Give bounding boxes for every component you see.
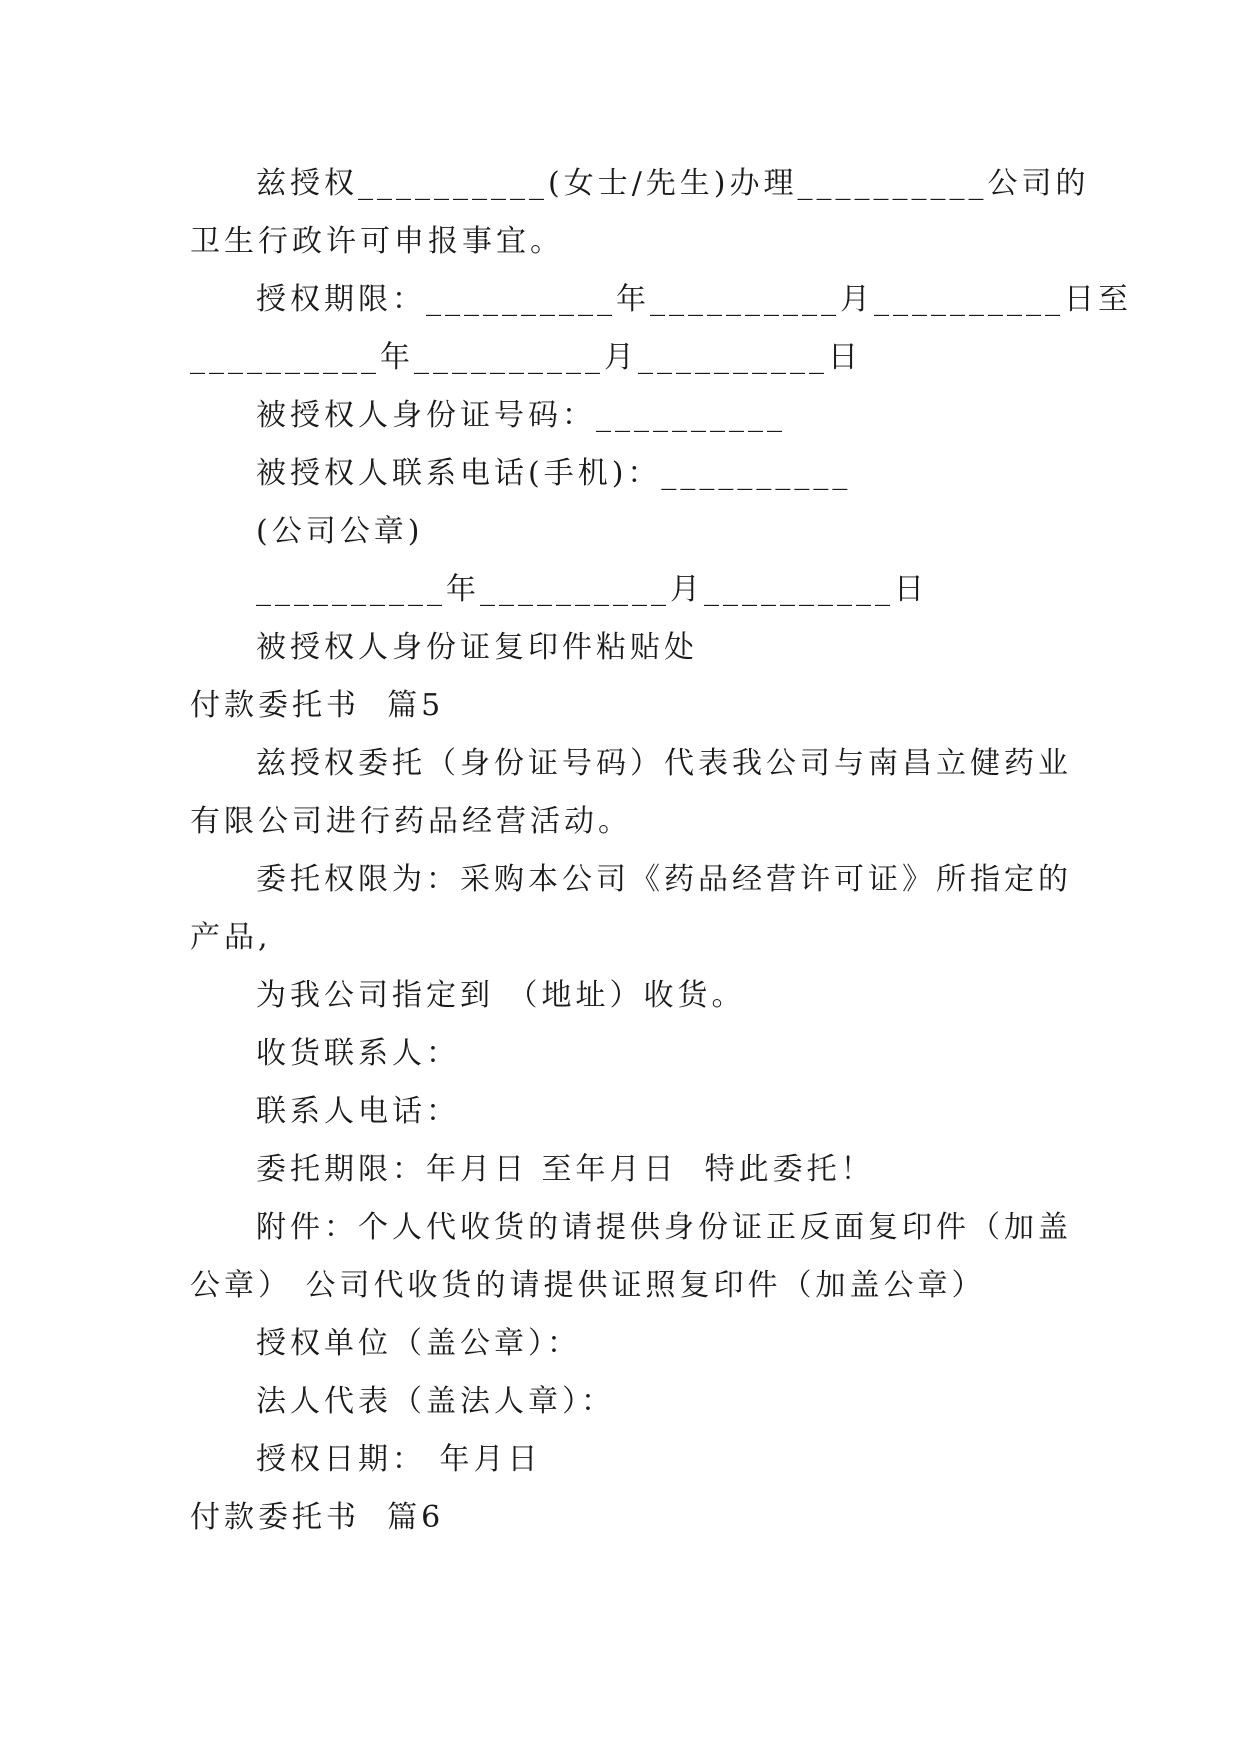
attachment-line: 公章） 公司代收货的请提供证照复印件（加盖公章） <box>190 1268 986 1303</box>
section-heading: 付款委托书 篇5 <box>190 688 445 723</box>
legal-representative-line: 法人代表（盖法人章）： <box>256 1384 615 1419</box>
authorization-period-line: __________年__________月__________日 <box>190 340 862 375</box>
authorization-paragraph-line: 卫生行政许可申报事宜。 <box>190 224 564 259</box>
entrust-period-line: 委托期限：年月日 至年月日 特此委托！ <box>256 1152 875 1187</box>
section-heading: 付款委托书 篇6 <box>190 1500 445 1535</box>
id-copy-paste-line: 被授权人身份证复印件粘贴处 <box>256 630 698 665</box>
authorization-paragraph-line: 兹授权__________(女士/先生)办理__________公司的 <box>256 166 1090 201</box>
date-line: __________年__________月__________日 <box>256 572 928 607</box>
company-seal-line: (公司公章) <box>256 514 424 549</box>
entrust-paragraph-line: 兹授权委托（身份证号码）代表我公司与南昌立健药业 <box>256 746 1072 781</box>
phone-line: 被授权人联系电话(手机)：__________ <box>256 456 852 491</box>
authorization-date-line: 授权日期： 年月日 <box>256 1442 542 1477</box>
delivery-contact-line: 收货联系人： <box>256 1036 460 1071</box>
entrust-paragraph-line: 有限公司进行药品经营活动。 <box>190 804 632 839</box>
contact-phone-line: 联系人电话： <box>256 1094 460 1129</box>
authorizing-unit-line: 授权单位（盖公章）： <box>256 1326 581 1361</box>
delivery-address-line: 为我公司指定到 （地址）收货。 <box>256 978 746 1013</box>
authorization-period-line: 授权期限：__________年__________月__________日至 <box>256 282 1132 317</box>
attachment-line: 附件：个人代收货的请提供身份证正反面复印件（加盖 <box>256 1210 1072 1245</box>
entrust-scope-line: 委托权限为：采购本公司《药品经营许可证》所指定的 <box>256 862 1072 897</box>
id-number-line: 被授权人身份证号码：__________ <box>256 398 786 433</box>
entrust-scope-line: 产品, <box>190 920 272 955</box>
